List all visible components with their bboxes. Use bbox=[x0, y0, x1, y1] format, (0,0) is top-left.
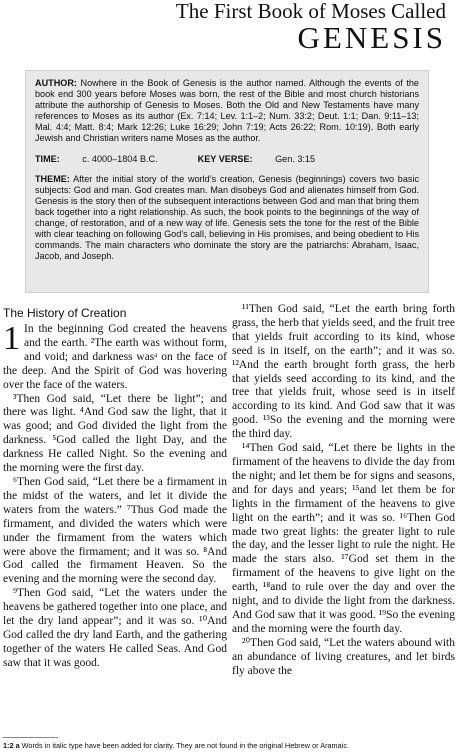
book-title: GENESIS bbox=[297, 20, 446, 55]
chapter-number: 1 bbox=[3, 320, 20, 357]
theme-label: THEME: bbox=[35, 173, 70, 184]
author-label: AUTHOR: bbox=[35, 78, 77, 88]
author-text: Nowhere in the Book of Genesis is the author named. Although the events of the book end 300 years before Moses was born, the rest of the Bible and most church historians attribute the authorship of Genesis to Moses. Both the Old and New Testaments have many references to Moses as its author (Ex. 7:14; Lev. 1:1–2; Num. 33:2; Deut. 1:1; Dan. 9:11–13; Mal. 4:4; Matt. 8:4; Mark 12:26; Luke 16:29; John 7:19; Acts 26:22; Rom. 10:19). Both early Jewish and Christian writers name Moses as the author. bbox=[35, 78, 419, 144]
time-text: c. 4000–1804 B.C. bbox=[82, 153, 158, 164]
book-introduction-box bbox=[25, 70, 429, 293]
footnote-text: Words in italic type have been added for clarity. They are not found in the original Hebrew or Aramaic. bbox=[21, 741, 349, 750]
keyverse-text: Gen. 3:15 bbox=[275, 153, 316, 164]
text-column-right bbox=[232, 303, 455, 678]
verse-paragraph bbox=[3, 320, 227, 393]
verse-paragraph: ¹⁴Then God said, “Let there be lights in the firmament of the heavens to divide the day from the night; and let them be for signs and seasons, and for days and years; ¹⁵and let them be for lights in the firmament of the heavens to give light on the earth”; and it was so. ¹⁶Then God made two great lights: the greater light to rule the day, and the lesser light to rule the night. He made the stars also. ¹⁷God set them in the firmament of the heavens to give light on the earth, ¹⁸and to rule over the day and over the night, and to divide the light from the darkness. And God saw that it was good. ¹⁹So the evening and the morning were the fourth day. bbox=[232, 442, 455, 635]
time-label: TIME: bbox=[35, 153, 60, 164]
footnote bbox=[3, 741, 455, 750]
verse-paragraph: ⁹Then God said, “Let the waters under the heavens be gathered together into one place, and let the dry land appear”; and it was so. ¹⁰And God called the dry land Earth, and the gathering together of the waters He called Seas. And God saw that it was good. bbox=[3, 587, 227, 669]
theme-text: After the initial story of the world’s creation, Genesis (beginnings) covers two basic subjects: God and man. God creates man. Man disobeys God and alienates himself from God. Genesis is the story then of the subsequent interactions between God and man that bring them back together into a right relationship. As such, the book points to the beginnings of the way of change, of restoration, and of a new way of life. Genesis sets the tone for the rest of the Bible with clear teaching on following God’s call, believing in His promises, and being obedient to His commands. The main characters who dominate the story are the patriarchs: Abraham, Isaac, Jacob, and Joseph. bbox=[35, 173, 419, 262]
time-keyverse-line bbox=[35, 154, 419, 165]
text-column-left bbox=[3, 306, 227, 671]
verse-paragraph: ²⁰Then God said, “Let the waters abound with an abundance of living creatures, and let birds fly above the bbox=[232, 636, 455, 677]
verse-text: In the beginning God created the heavens and the earth. ²The earth was without form, and void; and darkness wasᵃ on the face of the deep. And the Spirit of God was hovering over the face of the waters. bbox=[3, 323, 227, 391]
footnote-ref: 1:2 a bbox=[3, 741, 20, 750]
section-heading: The History of Creation bbox=[3, 306, 127, 320]
footnote-divider bbox=[3, 737, 58, 738]
keyverse-label: KEY VERSE: bbox=[197, 153, 253, 164]
verse-paragraph: ³Then God said, “Let there be light”; and there was light. ⁴And God saw the light, that it was good; and God divided the light from the darkness. ⁵God called the light Day, and the darkness He called Night. So the evening and the morning were the first day. bbox=[3, 392, 227, 475]
author-paragraph bbox=[35, 78, 419, 145]
verse-paragraph: ⁶Then God said, “Let there be a firmament in the midst of the waters, and let it divide the waters from the waters.” ⁷Thus God made the firmament, and divided the waters which were under the firmament from the waters which were above the firmament; and it was so. ⁸And God called the firmament Heaven. So the evening and the morning were the second day. bbox=[3, 475, 227, 586]
verse-paragraph: ¹¹Then God said, “Let the earth bring forth grass, the herb that yields seed, and the fruit tree that yields fruit according to its kind, whose seed is in itself, on the earth”; and it was so. ¹²And the earth brought forth grass, the herb that yields seed according to its kind, and the tree that yields fruit, whose seed is in itself according to its kind. And God saw that it was good. ¹³So the evening and the morning were the third day. bbox=[232, 303, 455, 441]
theme-paragraph bbox=[35, 174, 419, 263]
book-subtitle: The First Book of Moses Called bbox=[175, 0, 446, 23]
